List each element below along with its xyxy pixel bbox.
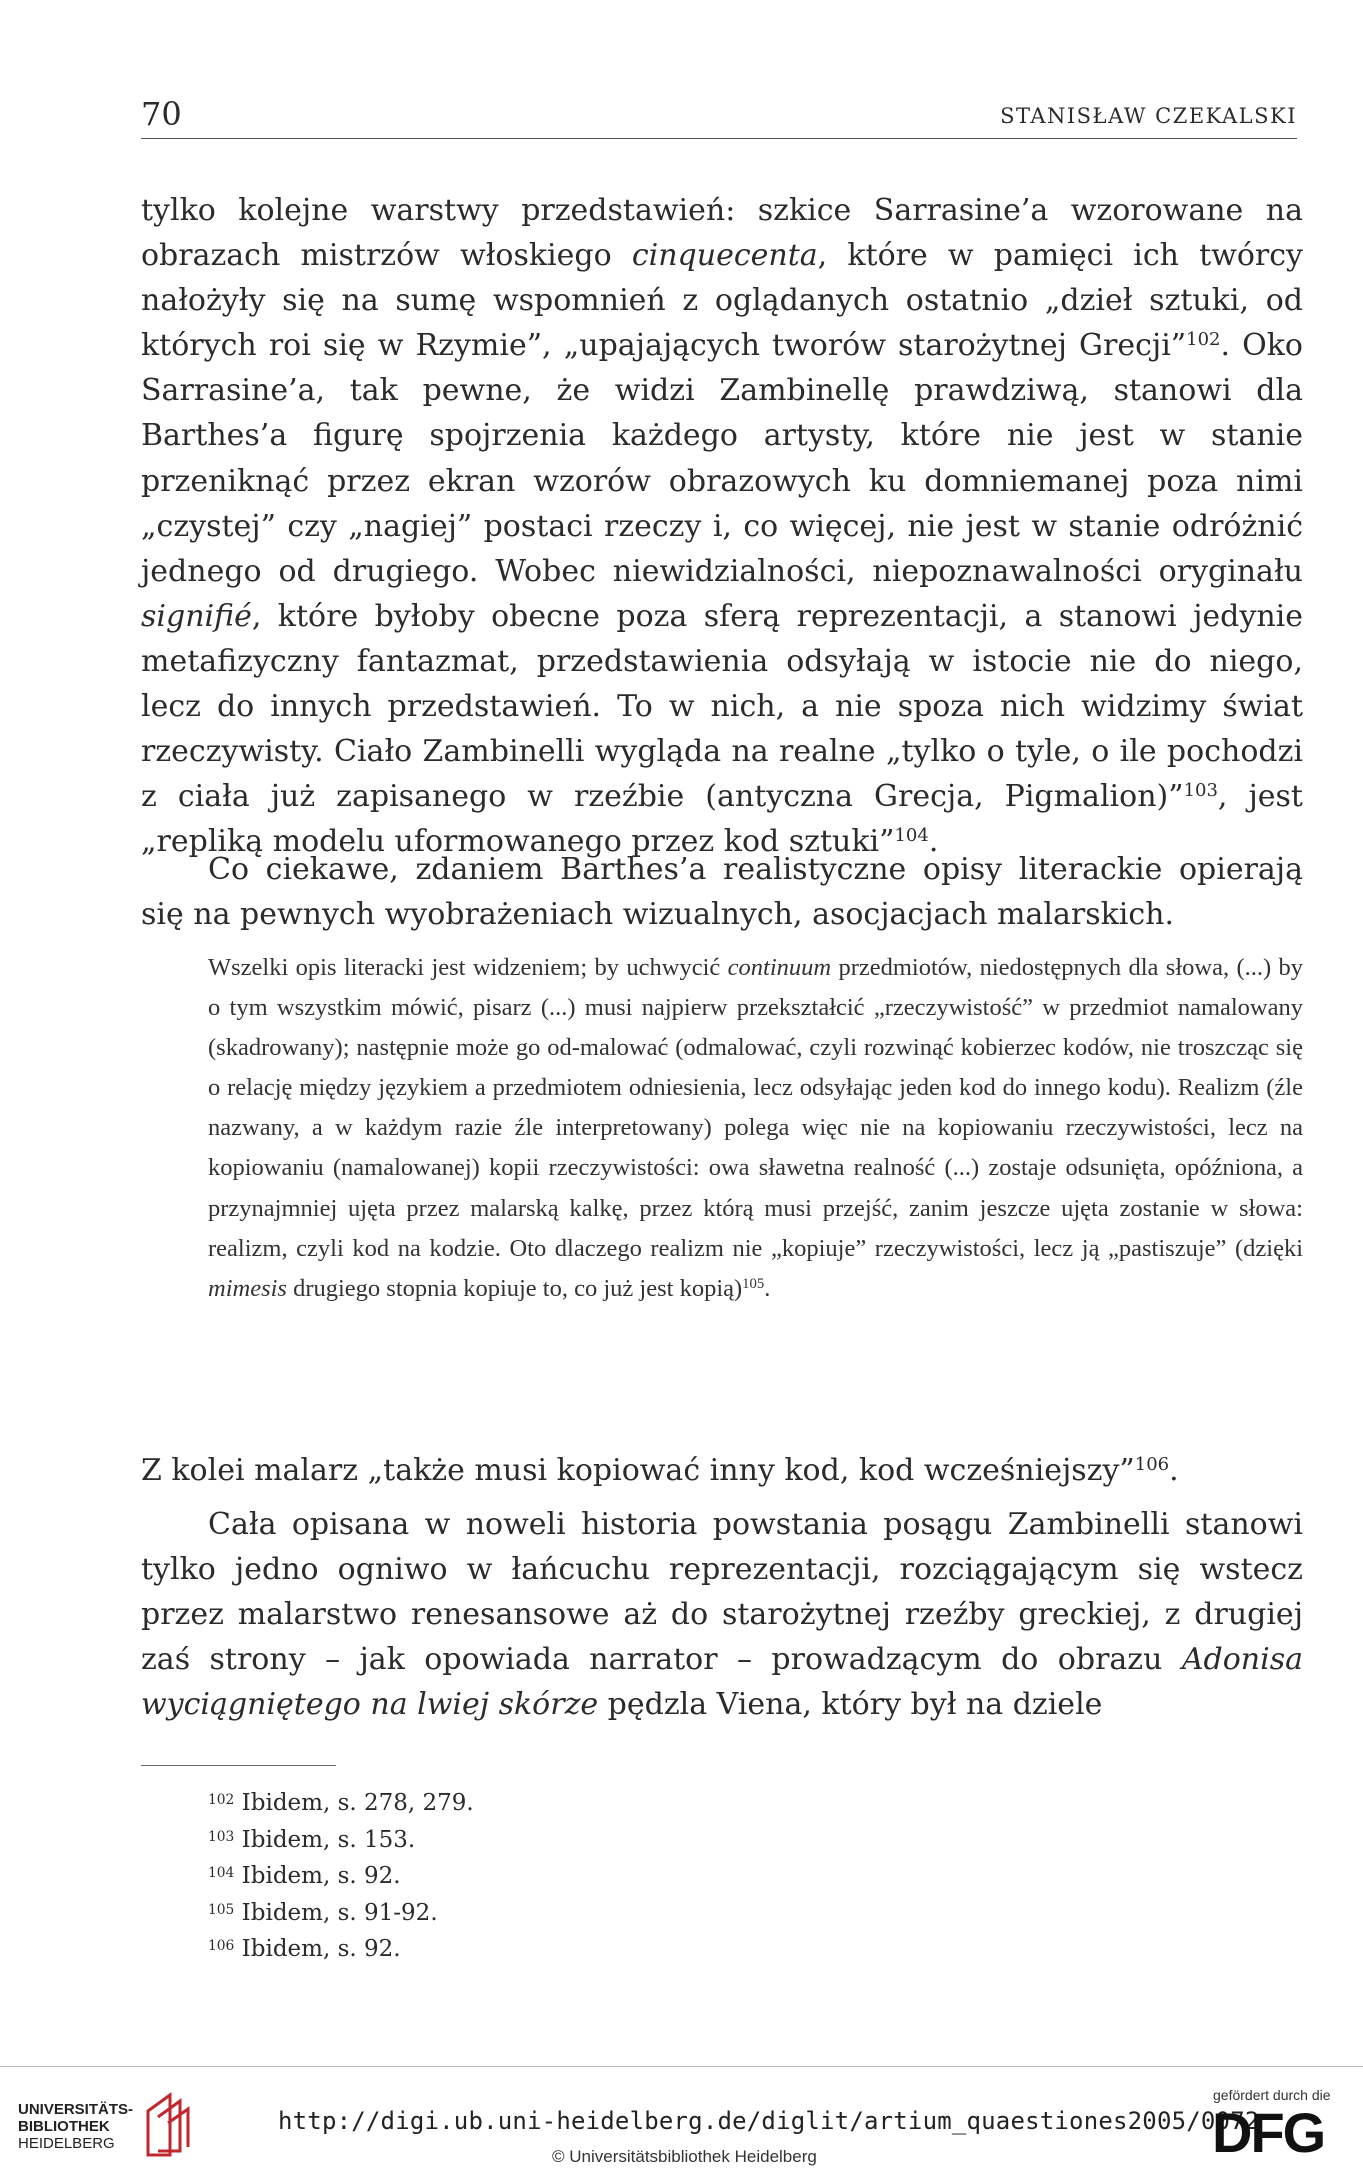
footnotes [208, 1785, 474, 1968]
copyright-notice: © Universitätsbibliothek Heidelberg [552, 2147, 817, 2166]
library-emblem-icon [142, 2091, 192, 2159]
body-paragraph-2: Co ciekawe, zdaniem Barthes’a realistyczne opisy literackie opierają się na pewnych wyobrażeniach wizualnych, asocjacjach malarskich. [141, 852, 1303, 933]
footnote-ref-102[interactable]: 102 [1186, 329, 1221, 351]
digitization-footer [0, 2066, 1363, 2177]
body-paragraph-4: Cała opisana w noweli historia powstania posągu Zambinelli stanowi tylko jedno ogniwo w łańcuchu reprezentacji, rozciągającym się wstecz przez malarstwo renesansowe aż do starożytnej rzeźby greckiej, z drugiej zaś strony – jak opowiada narrator – prowadzącym do obrazu Adonisa wyciągniętego na lwiej skórze pędzla Viena, który był na dziele [141, 1507, 1303, 1723]
footnote-103: $^{103}$ Ibidem, s. 153. [208, 1826, 416, 1853]
footnote-ref-105[interactable]: 105 [742, 1275, 765, 1292]
body-paragraph-3: Z kolei malarz „także musi kopiować inny kod, kod wcześniejszy”$^{106}$. [141, 1453, 1179, 1488]
footnote-105: $^{105}$ Ibidem, s. 91-92. [208, 1899, 438, 1926]
footnote-106: $^{106}$ Ibidem, s. 92. [208, 1936, 401, 1963]
footnote-ref-104[interactable]: 104 [894, 825, 929, 847]
block-quote: Wszelki opis literacki jest widzeniem; by uchwycić continuum przedmiotów, niedostępnych dla słowa, (...) by o tym wszystkim mówić, pisarz (...) musi najpierw przekształcić „rzeczywistość” w przedmiot namalowany (skadrowany); następnie może go od-malować (odmalować, czyli rozwinąć kobierzec kodów, nie troszcząc się o relację między językiem a przedmiotem odniesienia, lecz odsyłając jeden kod do innego kodu). Realizm (źle nazwany, a w każdym razie źle interpretowany) polega więc nie na kopiowaniu rzeczywistości, lecz na kopiowaniu (namalowanej) kopii rzeczywistości: owa sławetna realność (...) zostaje odsunięta, opóźniona, a przynajmniej ujęta przez malarską kalkę, przez którą musi przejść, zanim jeszcze ujęta zostanie w słowa: realizm, czyli kod na kodzie. Oto dlaczego realizm nie „kopiuje” rzeczywistości, lecz ją „pastiszuje” (dzięki mimesis drugiego stopnia kopiuje to, co już jest kopią)$^{105}$. [208, 954, 1304, 1302]
footnote-102: $^{102}$ Ibidem, s. 278, 279. [208, 1790, 474, 1816]
source-url-link[interactable]: http://digi.ub.uni-heidelberg.de/diglit/artium_quaestiones2005/0072 [278, 2107, 1260, 2135]
body-paragraph-1: tylko kolejne warstwy przedstawień: szkice Sarrasine’a wzorowane na obrazach mistrzów włoskiego cinquecenta, które w pamięci ich twórcy nałożyły się na sumę wspomnień z oglądanych ostatnio „dzieł sztuki, od których roi się w Rzymie”, „upajających tworów starożytnej Grecji”$^{102}$. Oko Sarrasine’a, tak pewne, że widzi Zambinellę prawdziwą, stanowi dla Barthes’a figurę spojrzenia każdego artysty, które nie jest w stanie przeniknąć przez ekran wzorów obrazowych ku domniemanej poza nimi „czystej” czy „nagiej” postaci rzeczy i, co więcej, nie jest w stanie odróżnić jednego od drugiego. Wobec niewidzialności, niepoznawalności oryginału signifié, które byłoby obecne poza sferą reprezentacji, a stanowi jedynie metafizyczny fantazmat, przedstawienia odsyłają w istocie nie do niego, lecz do innych przedstawień. To w nich, a nie spoza nich widzimy świat rzeczywisty. Ciało Zambinelli wygląda na realne „tylko o tyle, o ile pochodzi z ciała już zapisanego w rzeźbie (antyczna Grecja, Pigmalion)”$^{103}$, jest „repliką modelu uformowanego przez kod sztuki”$^{104}$. [141, 193, 1303, 860]
page-number: 70 [141, 95, 182, 133]
running-head: STANISŁAW CZEKALSKI [1000, 104, 1297, 128]
footnote-divider [141, 1765, 336, 1766]
funding-note: gefördert durch die [1213, 2087, 1331, 2103]
page-header [141, 96, 1297, 139]
footnote-ref-106[interactable]: 106 [1134, 1454, 1170, 1476]
footnote-ref-103[interactable]: 103 [1183, 780, 1218, 802]
library-logo[interactable]: UNIVERSITÄTS- BIBLIOTHEK HEIDELBERG [18, 2101, 134, 2152]
dfg-logo[interactable]: DFG [1212, 2101, 1325, 2164]
footnote-104: $^{104}$ Ibidem, s. 92. [208, 1863, 401, 1890]
